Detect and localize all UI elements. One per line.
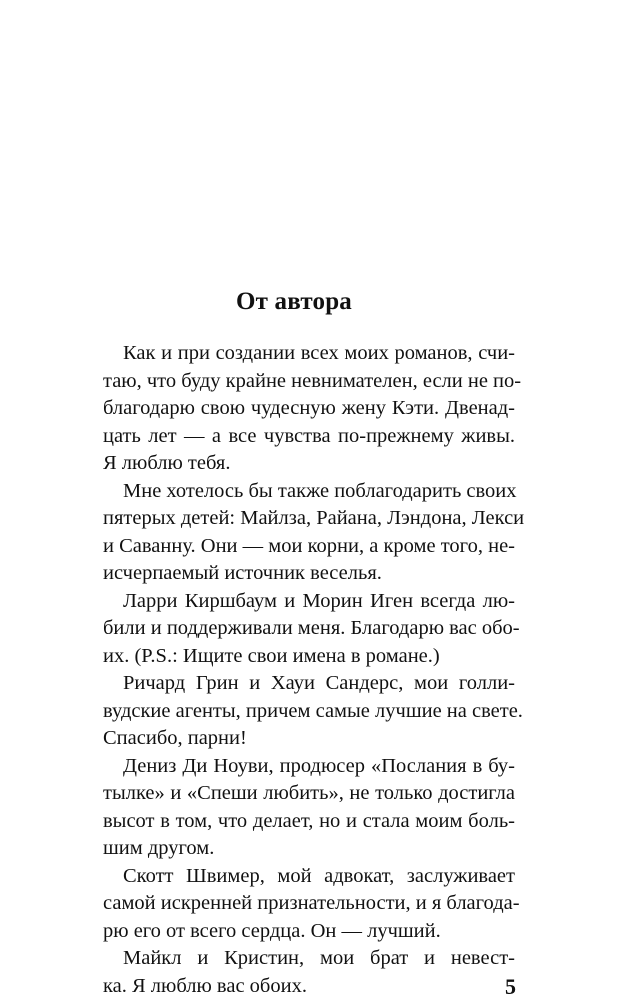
text-line: цать лет — а все чувства по-прежнему живы. <box>103 424 515 447</box>
text-line: Скотт Швимер, мой адвокат, заслуживает <box>123 864 515 887</box>
text-line: Ричард Грин и Хауи Сандерс, мои голли- <box>123 672 515 694</box>
page-number: 5 <box>505 973 516 999</box>
page-title: От автора <box>235 288 352 315</box>
text-line: били и поддерживали меня. Благодарю вас обо- <box>103 617 520 639</box>
text-line: тылке» и «Спеши любить», не только достигла <box>103 782 515 804</box>
text-line: рю его от всего сердца. Он — лучший. <box>103 919 441 942</box>
text-line: и Саванну. Они — мои корни, а кроме того, не- <box>103 534 515 557</box>
text-line: Майкл и Кристин, мои брат и невест- <box>123 947 515 969</box>
text-line: таю, что буду крайне невнимателен, если не по- <box>103 369 522 392</box>
text-line: Мне хотелось бы также поблагодарить своих <box>123 479 517 502</box>
text-line: Ларри Киршбаум и Морин Иген всегда лю- <box>123 589 515 612</box>
text-line: благодарю свою чудесную жену Кэти. Двенад- <box>103 397 515 419</box>
text-line: Как и при создании всех моих романов, счи- <box>123 342 515 364</box>
text-line: шим другом. <box>103 837 215 859</box>
text-line: ка. Я люблю вас обоих. <box>103 974 307 997</box>
text-line: Дениз Ди Ноуви, продюсер «Послания в бу- <box>123 754 515 777</box>
text-line: самой искренней признательности, и я благода- <box>103 892 520 914</box>
text-line: исчерпаемый источник веселья. <box>103 562 382 584</box>
text-line: пятерых детей: Майлза, Райана, Лэндона, Лекси <box>103 507 525 529</box>
text-line: высот в том, что делает, но и стала моим боль- <box>103 809 515 832</box>
text-line: вудские агенты, причем самые лучшие на свете. <box>103 699 523 722</box>
text-line: Спасибо, парни! <box>103 727 247 749</box>
text-line: их. (P.S.: Ищите свои имена в романе.) <box>103 644 440 667</box>
text-line: Я люблю тебя. <box>103 452 231 474</box>
